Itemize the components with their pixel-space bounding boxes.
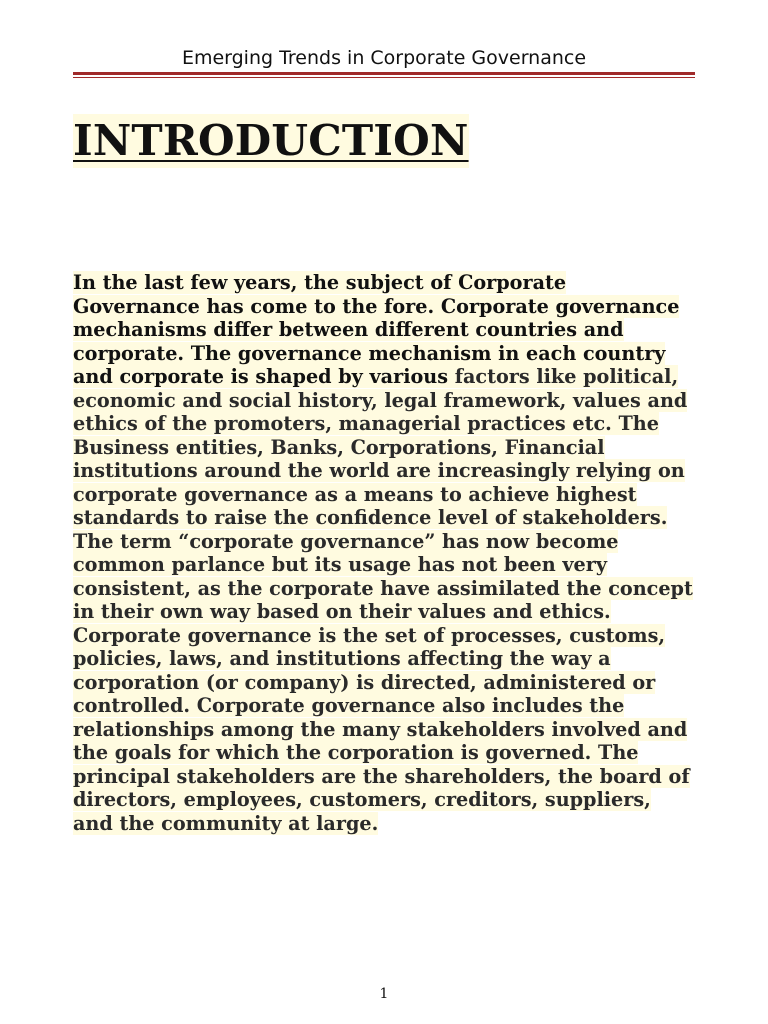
section-heading: INTRODUCTION xyxy=(73,114,469,168)
paragraph-text-part-1: In the last few years, the subject of Corporate Governance has come to the fore. Corporate governance mechanisms differ between different countries and corporate. The governance mechanism in each country and corporate is shaped by various xyxy=(73,271,680,388)
paragraph-text-part-2: factors like political, economic and social history, legal framework, values and ethics of the promoters, managerial practices etc. The Business entities, Banks, Corporations, Financial institutions around the world are increasingly relying on corporate governance as a means to achieve highest standards to raise the confidence level of stakeholders. The term “corporate governance” has now become common parlance but its usage has not been very consistent, as the corporate have assimilated the concept in their own way based on their values and ethics. Corporate governance is the set of processes, customs, policies, laws, and institutions affecting the way a corporation (or company) is directed, administered or controlled. Corporate governance also includes the relationships among the many stakeholders involved and the goals for which the corporation is governed. The principal stakeholders are the shareholders, the board of directors, employees, customers, creditors, suppliers, and the community at large. xyxy=(73,365,693,835)
introduction-paragraph xyxy=(73,271,695,835)
header-rule-thin xyxy=(73,77,695,78)
running-header: Emerging Trends in Corporate Governance xyxy=(181,47,587,69)
page-number: 1 xyxy=(379,986,389,1002)
header-rule-thick xyxy=(73,72,695,75)
